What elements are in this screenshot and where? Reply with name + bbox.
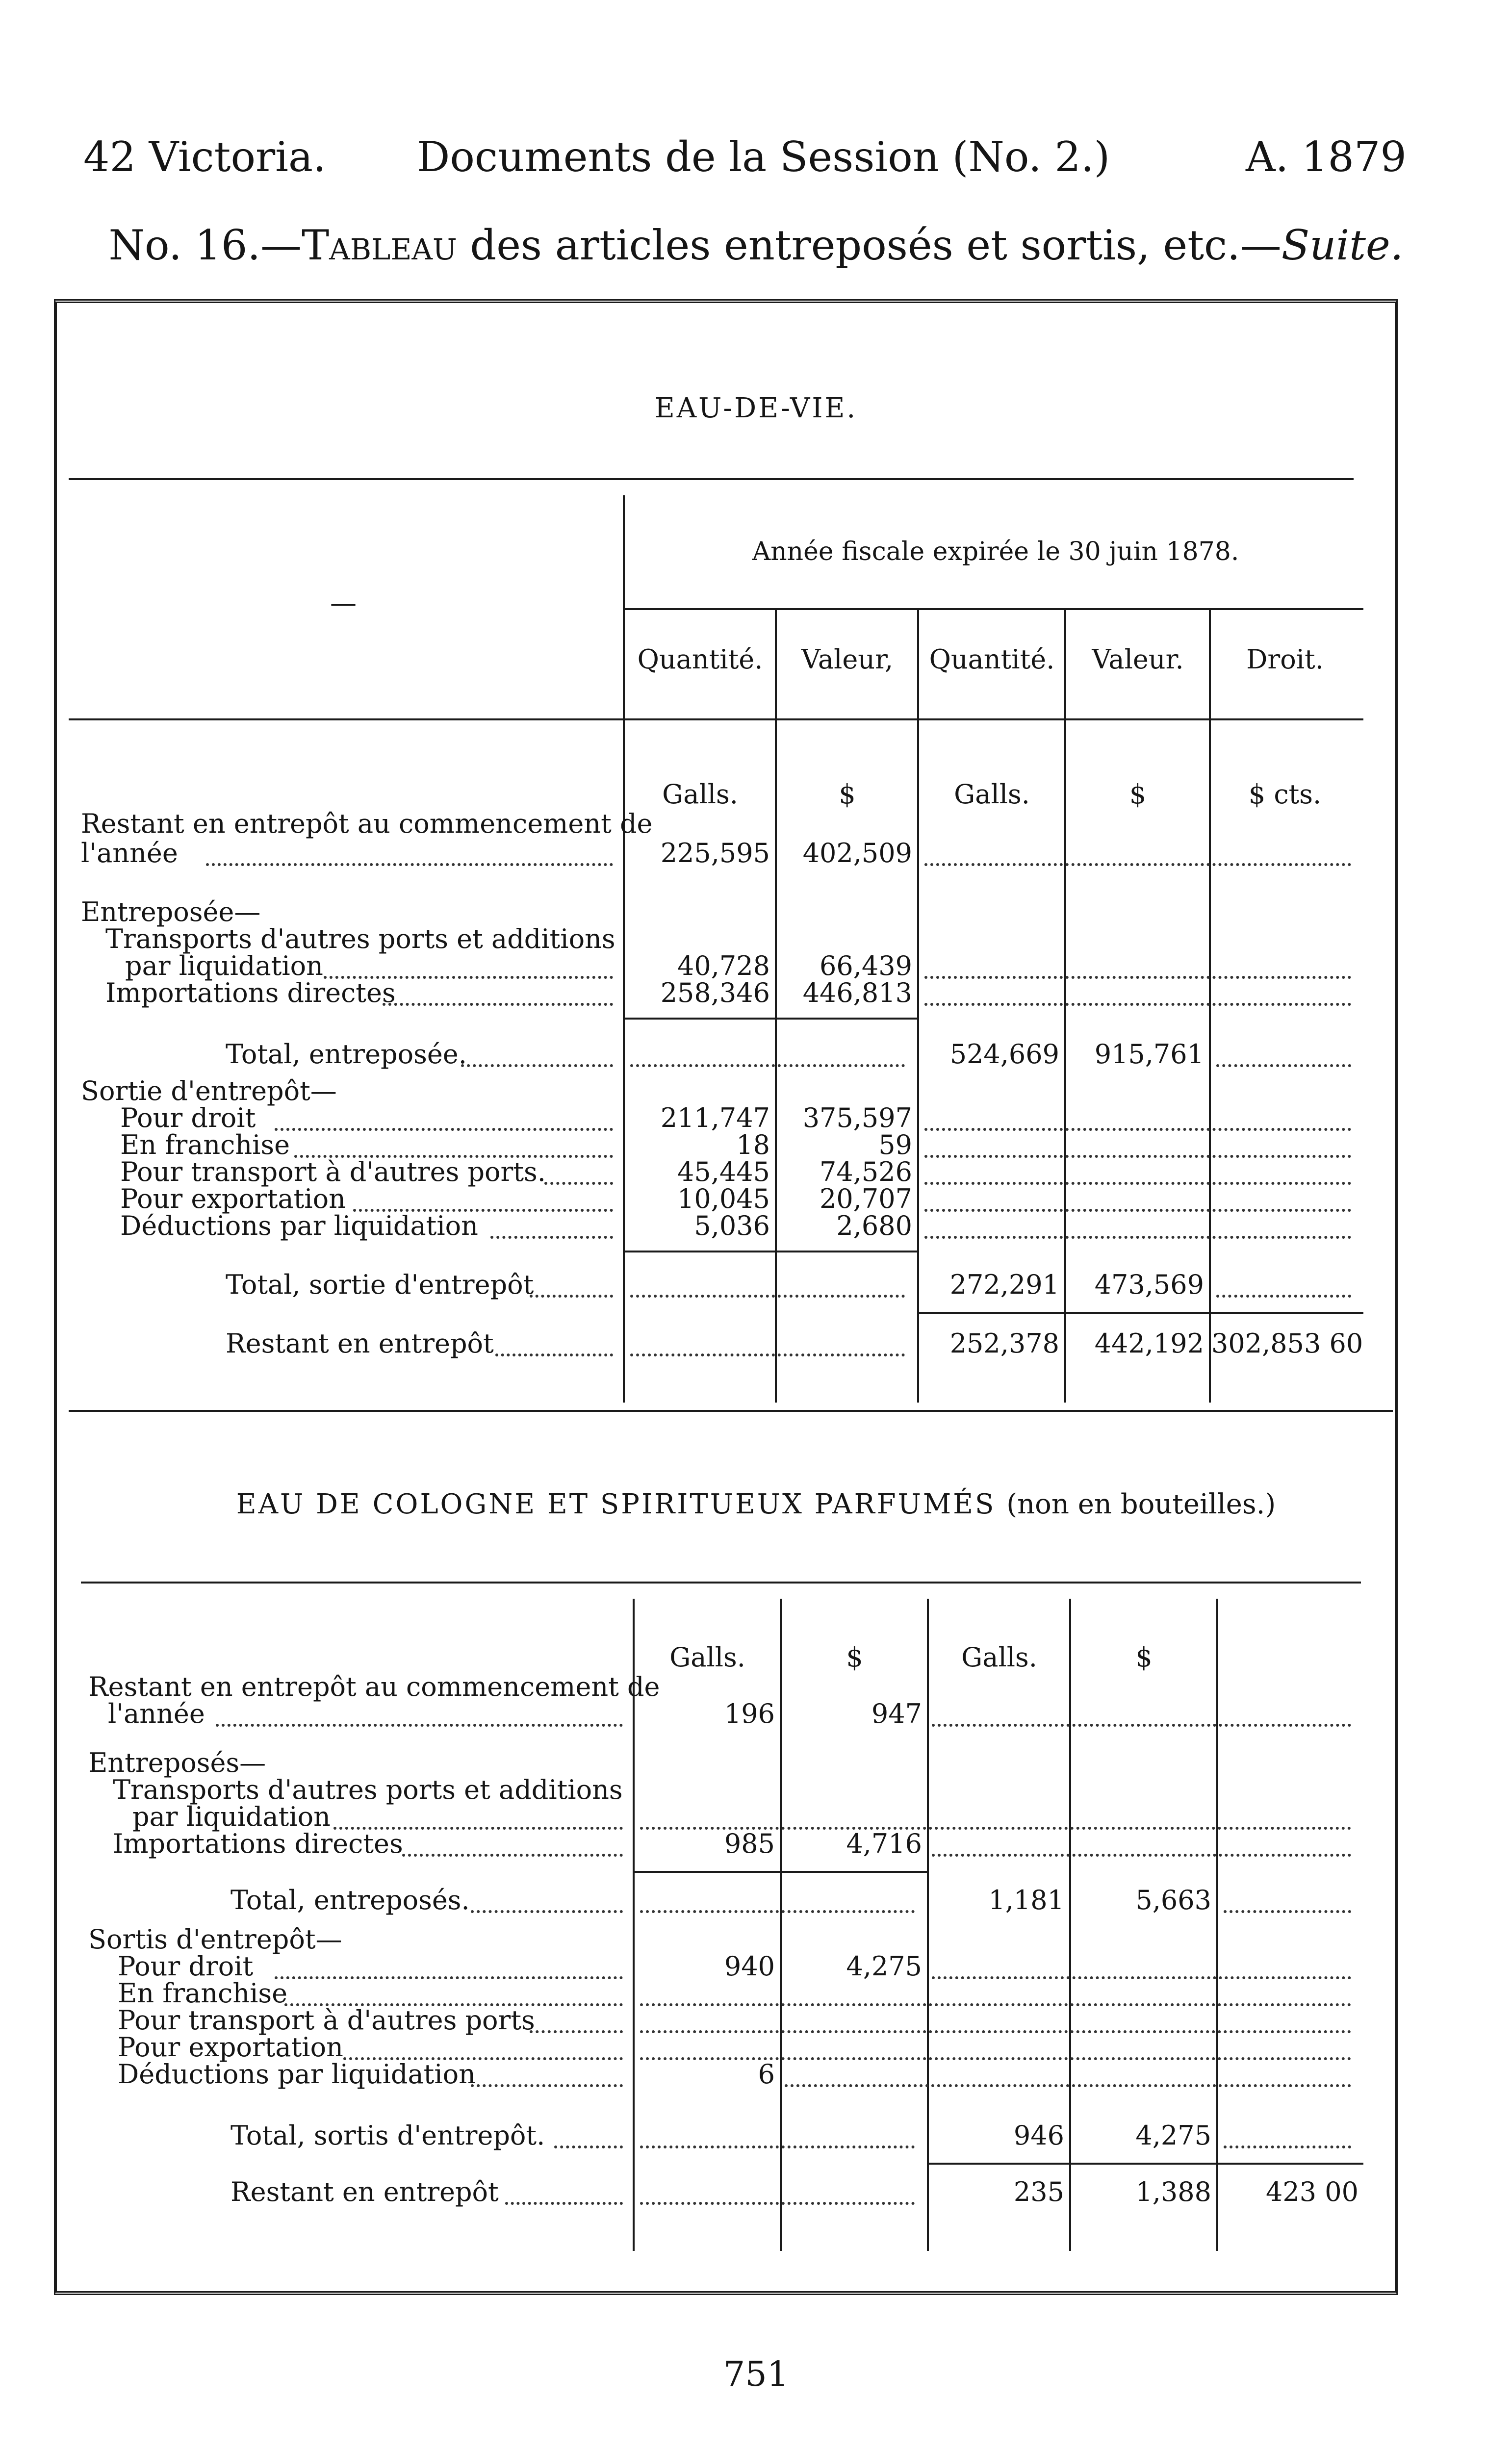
leader-dots: [471, 1910, 623, 1913]
row-label: Transports d'autres ports et additions: [113, 1774, 623, 1805]
title-number: No. 16.—: [108, 221, 302, 269]
leader-dots: [495, 1354, 613, 1356]
col-rule: [623, 495, 625, 1403]
cell-value: 442,192: [1094, 1328, 1204, 1359]
row-label: Déductions par liquidation: [118, 2059, 476, 2090]
col-header-droit: Droit.: [1246, 644, 1324, 675]
leader-dots: [402, 1854, 623, 1857]
row-label: Restant en entrepôt au commencement de: [81, 808, 653, 839]
leader-dots: [383, 1003, 613, 1006]
unit-dollar: $: [846, 1642, 863, 1673]
cell-value: 252,378: [949, 1328, 1059, 1359]
leader-dots: [530, 1295, 613, 1298]
col-rule: [1069, 1599, 1071, 2251]
leader-dots: [1216, 1064, 1351, 1067]
cell-value: 196: [724, 1698, 775, 1729]
cell-value: 1,181: [988, 1885, 1064, 1916]
row-label: par liquidation: [132, 1801, 331, 1832]
row-label: Sortis d'entrepôt—: [88, 1924, 342, 1955]
cell-value: 4,275: [846, 1951, 922, 1982]
row-label: l'année: [108, 1698, 205, 1729]
unit-dollar-2: $: [1129, 779, 1147, 810]
leader-dots: [554, 2146, 623, 2148]
leader-dots: [630, 1295, 905, 1298]
leader-dots: [490, 1236, 613, 1239]
leader-dots: [924, 1182, 1351, 1185]
cell-value: 915,761: [1094, 1039, 1204, 1070]
cell-value: 6: [758, 2059, 775, 2090]
row-label: Restant en entrepôt au commencement de: [88, 1671, 660, 1702]
cell-value: 302,853 60: [1211, 1328, 1363, 1359]
leader-dots: [932, 1854, 1351, 1857]
rule: [623, 1251, 917, 1252]
leader-dots: [206, 863, 613, 866]
col-header-quantite: Quantité.: [637, 644, 763, 675]
cell-value: 235: [1013, 2176, 1064, 2207]
header-center: Documents de la Session (No. 2.): [417, 133, 1110, 181]
row-label: Sortie d'entrepôt—: [81, 1075, 337, 1106]
leader-dots: [924, 1128, 1351, 1131]
leader-dots: [275, 1128, 613, 1131]
unit-galls: Galls.: [662, 779, 738, 810]
cell-value: 211,747: [660, 1102, 770, 1133]
leader-dots: [640, 2202, 915, 2205]
leader-dots: [275, 1976, 623, 1979]
cell-value: 2,680: [836, 1210, 912, 1241]
rule: [623, 1018, 917, 1020]
leader-dots: [640, 2146, 915, 2148]
row-label: Importations directes: [105, 977, 396, 1008]
title-rest: des articles entreposés et sortis, etc.—: [457, 221, 1281, 269]
leader-dots: [471, 2084, 623, 2087]
row-total-label: Total, entreposée.: [226, 1039, 467, 1070]
page-title: [0, 221, 1512, 270]
leader-dots: [1224, 1910, 1351, 1913]
row-label: Entreposés—: [88, 1747, 266, 1778]
unit-dollar-2: $: [1135, 1642, 1153, 1673]
cell-value: 225,595: [660, 838, 770, 868]
leader-dots: [505, 2202, 623, 2205]
row-label: Pour droit: [118, 1951, 254, 1982]
leader-dots: [924, 1155, 1351, 1158]
col-header-valeur: Valeur,: [801, 644, 894, 675]
row-label: En franchise: [118, 1978, 288, 2009]
leader-dots: [924, 1003, 1351, 1006]
title-suite: Suite.: [1281, 221, 1404, 269]
cell-value: 985: [724, 1828, 775, 1859]
row-total-label: Total, entreposés.: [231, 1885, 470, 1916]
cell-value: 20,707: [820, 1183, 912, 1214]
unit-dollar-cts: $ cts.: [1248, 779, 1322, 810]
leader-dots: [640, 2030, 1351, 2033]
section2-heading-main: EAU DE COLOGNE ET SPIRITUEUX PARFUMÉS: [236, 1488, 996, 1520]
leader-dots: [924, 863, 1351, 866]
leader-dots: [216, 1724, 623, 1727]
rule: [69, 1410, 1393, 1412]
leader-dots: [924, 976, 1351, 979]
header-right: A. 1879: [1246, 133, 1407, 181]
cell-value: 59: [878, 1129, 912, 1160]
col-header-valeur-2: Valeur.: [1092, 644, 1184, 675]
row-label: Transports d'autres ports et additions: [105, 923, 615, 954]
header-left: 42 Victoria.: [83, 133, 326, 181]
cell-value: 446,813: [802, 977, 912, 1008]
leader-dots: [630, 1064, 905, 1067]
row-label: l'année: [81, 838, 178, 868]
col-rule: [927, 1599, 929, 2251]
col-rule: [1216, 1599, 1218, 2251]
leader-dots: [785, 2084, 1351, 2087]
row-total-label: Total, sortie d'entrepôt: [226, 1269, 534, 1300]
section1-heading: EAU-DE-VIE.: [654, 392, 858, 424]
cell-value: 473,569: [1094, 1269, 1204, 1300]
cell-value: 524,669: [949, 1039, 1059, 1070]
leader-dots: [640, 2003, 1351, 2006]
stub-dash: —: [330, 587, 357, 618]
cell-value: 5,036: [694, 1210, 770, 1241]
page-number: 751: [723, 2354, 789, 2394]
row-label: Pour exportation: [118, 2032, 343, 2063]
rule: [623, 608, 1363, 610]
rule: [917, 1312, 1363, 1314]
col-header-quantite-2: Quantité.: [929, 644, 1055, 675]
rule: [69, 718, 1363, 720]
rule: [81, 1582, 1361, 1584]
row-label: Pour transport à d'autres ports: [118, 2005, 535, 2036]
leader-dots: [630, 1354, 905, 1356]
cell-value: 4,716: [846, 1828, 922, 1859]
row-label: Pour transport à d'autres ports.: [120, 1156, 546, 1187]
row-label: Importations directes: [113, 1828, 403, 1859]
section2-heading: [0, 1488, 1512, 1520]
row-label: En franchise: [120, 1129, 290, 1160]
title-lead: Tableau: [302, 221, 457, 269]
col-rule: [775, 608, 777, 1403]
cell-value: 5,663: [1135, 1885, 1211, 1916]
section2-heading-note: (non en bouteilles.): [1006, 1488, 1276, 1520]
row-total-label: Restant en entrepôt: [231, 2176, 499, 2207]
unit-dollar: $: [839, 779, 856, 810]
cell-value: 45,445: [677, 1156, 770, 1187]
cell-value: 66,439: [820, 950, 912, 981]
row-label: Pour droit: [120, 1102, 256, 1133]
cell-value: 940: [724, 1951, 775, 1982]
leader-dots: [924, 1209, 1351, 1212]
cell-value: 946: [1013, 2120, 1064, 2151]
leader-dots: [461, 1064, 613, 1067]
leader-dots: [530, 2030, 623, 2033]
row-label: par liquidation: [125, 950, 323, 981]
row-label: Entreposée—: [81, 896, 261, 927]
cell-value: 258,346: [660, 977, 770, 1008]
leader-dots: [544, 1182, 613, 1185]
col-rule: [917, 608, 919, 1403]
leader-dots: [640, 1910, 915, 1913]
leader-dots: [1224, 2146, 1351, 2148]
leader-dots: [932, 1976, 1351, 1979]
cell-value: 40,728: [677, 950, 770, 981]
cell-value: 1,388: [1135, 2176, 1211, 2207]
row-total-label: Total, sortis d'entrepôt.: [231, 2120, 545, 2151]
rule: [633, 1871, 927, 1873]
cell-value: 272,291: [949, 1269, 1059, 1300]
cell-value: 375,597: [802, 1102, 912, 1133]
col-rule: [780, 1599, 782, 2251]
leader-dots: [924, 1236, 1351, 1239]
unit-galls-2: Galls.: [961, 1642, 1037, 1673]
cell-value: 10,045: [677, 1183, 770, 1214]
rule: [69, 478, 1354, 480]
unit-galls-2: Galls.: [954, 779, 1030, 810]
fiscal-year-label: Année fiscale expirée le 30 juin 1878.: [752, 537, 1239, 566]
cell-value: 18: [736, 1129, 770, 1160]
row-label: Déductions par liquidation: [120, 1210, 478, 1241]
rule: [927, 2163, 1363, 2165]
unit-galls: Galls.: [669, 1642, 745, 1673]
cell-value: 74,526: [820, 1156, 912, 1187]
leader-dots: [1216, 1295, 1351, 1298]
cell-value: 402,509: [802, 838, 912, 868]
cell-value: 4,275: [1135, 2120, 1211, 2151]
cell-value: 947: [871, 1698, 922, 1729]
cell-value: 423 00: [1266, 2176, 1358, 2207]
row-total-label: Restant en entrepôt: [226, 1328, 494, 1359]
leader-dots: [932, 1724, 1351, 1727]
row-label: Pour exportation: [120, 1183, 346, 1214]
